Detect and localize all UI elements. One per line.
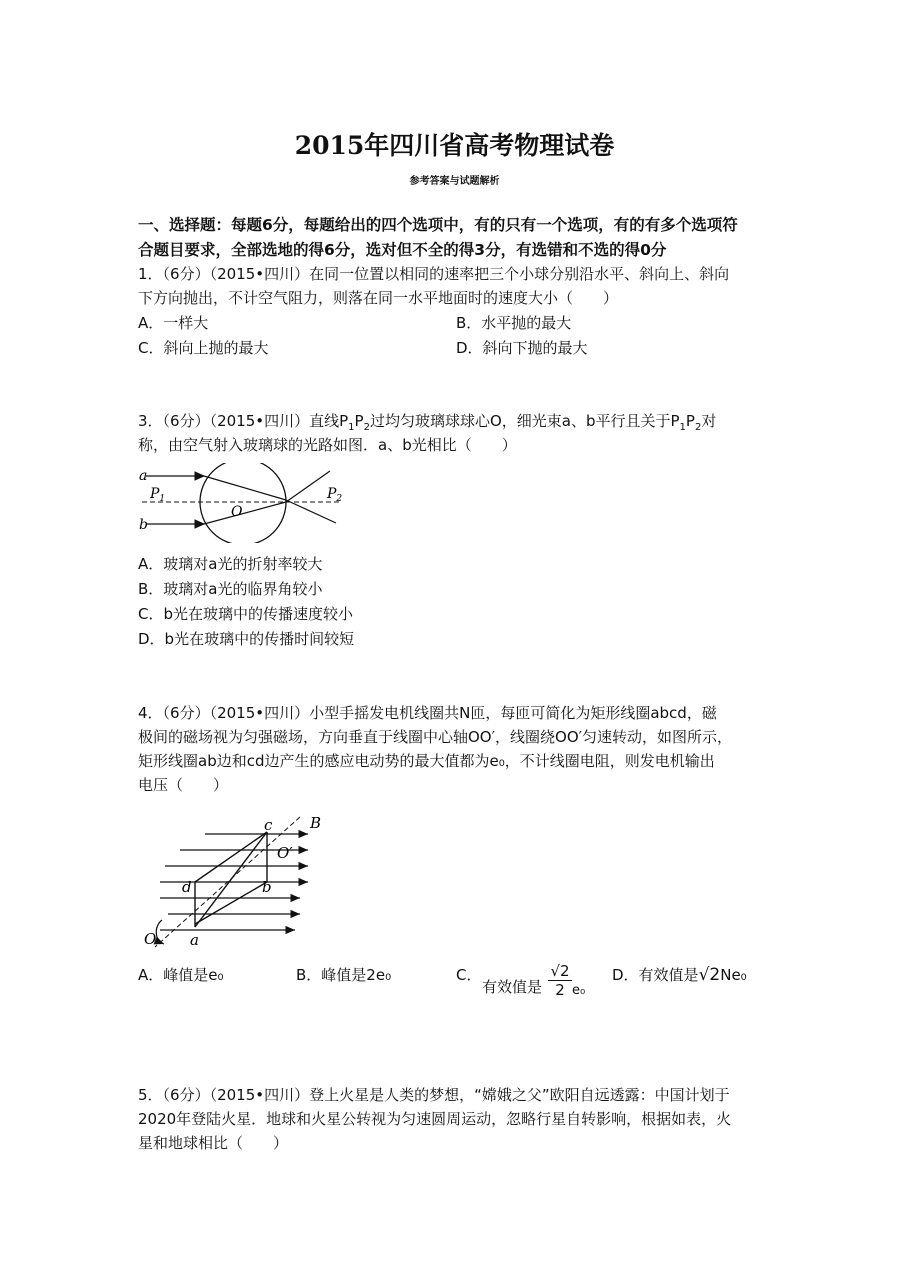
q4-option-c-fraction [548, 962, 572, 999]
q1-option-d: D．斜向下抛的最大 [456, 339, 588, 357]
q4-option-a: A．峰值是e₀ [138, 966, 224, 984]
q3-label-o: O [231, 504, 243, 520]
q5-stem-line-2: 2020年登陆火星．地球和火星公转视为匀速圆周运动，忽略行星自转影响，根据如表，火 [138, 1110, 732, 1128]
q4-stem-line-2: 极间的磁场视为匀强磁场，方向垂直于线圈中心轴OO′，线圈绕OO′匀速转动，如图所示， [138, 728, 733, 746]
section-header-line-1: 一、选择题：每题6分，每题给出的四个选项中，有的只有一个选项，有的有多个选项符 [138, 216, 738, 234]
q4-label-o: O [144, 930, 157, 948]
q3-label-p2: $P_2$ [327, 486, 343, 504]
q4-stem-line-4: 电压（ ） [138, 776, 229, 794]
q4-stem-line-3: 矩形线圈ab边和cd边产生的感应电动势的最大值都为e₀，不计线圈电阻，则发电机输出 [138, 752, 715, 770]
q4-option-b: B．峰值是2e₀ [296, 966, 392, 984]
q3-stem-line-2: 称，由空气射入玻璃球的光路如图．a、b光相比（ ） [138, 436, 517, 454]
q3-label-p1: $P_1$ [150, 486, 166, 504]
q3-option-a: A．玻璃对a光的折射率较大 [138, 555, 323, 573]
page-subtitle: 参考答案与试题解析 [409, 176, 500, 187]
q3-option-d: D．b光在玻璃中的传播时间较短 [138, 630, 355, 648]
q3-label-b: b [139, 517, 148, 533]
q4-option-d-radical: √2 [698, 965, 721, 985]
q3-stem-line-1: 3．（6分）（2015•四川）直线$P_1P_2$过均匀玻璃球球心O，细光束a、b平行且关于$P_1P_2$对 [138, 412, 717, 433]
q1-stem-line-1: 1．（6分）（2015•四川）在同一位置以相同的速率把三个小球分别沿水平、斜向上、斜向 [138, 265, 730, 283]
q3-option-c: C．b光在玻璃中的传播速度较小 [138, 605, 353, 623]
q1-stem-line-2: 下方向抛出，不计空气阻力，则落在同一水平地面时的速度大小（ ） [138, 289, 619, 307]
q4-stem-line-1: 4．（6分）（2015•四川）小型手摇发电机线圈共N匝，每匝可简化为矩形线圈abcd，磁 [138, 704, 717, 722]
q4-label-b-field: B [310, 814, 322, 832]
q4-label-a: a [190, 931, 199, 949]
section-header-line-2: 合题目要求，全部选地的得6分，选对但不全的得3分，有选错和不选的得0分 [138, 241, 667, 259]
q1-option-c: C．斜向上抛的最大 [138, 339, 269, 357]
q4-figure-generator-coil [140, 812, 340, 952]
q4-option-c-text: 有效值是 [482, 978, 543, 996]
q4-label-d: d [182, 878, 192, 896]
q1-option-b: B．水平抛的最大 [456, 314, 572, 332]
q4-label-b: b [262, 878, 272, 896]
q5-stem-line-1: 5．（6分）（2015•四川）登上火星是人类的梦想，“嫦娥之父”欧阳自远透露：中国计划于 [138, 1086, 730, 1104]
q4-option-c-e0: e₀ [572, 983, 586, 998]
q3-option-b: B．玻璃对a光的临界角较小 [138, 580, 323, 598]
q1-option-a: A．一样大 [138, 314, 209, 332]
q4-option-c-label: C． [456, 966, 482, 984]
q3-figure-glass-sphere [136, 463, 351, 543]
q4-option-c-numerator: √2 [548, 962, 572, 981]
q4-label-o-prime: O′ [277, 844, 293, 862]
q5-stem-line-3: 星和地球相比（ ） [138, 1134, 289, 1152]
q4-option-d: D．有效值是√2Ne₀ [612, 965, 747, 985]
page-title: 2015年四川省高考物理试卷 [294, 131, 615, 160]
q3-label-a: a [139, 468, 148, 484]
q4-label-c: c [264, 816, 273, 834]
q4-option-c-denominator: 2 [555, 981, 565, 999]
